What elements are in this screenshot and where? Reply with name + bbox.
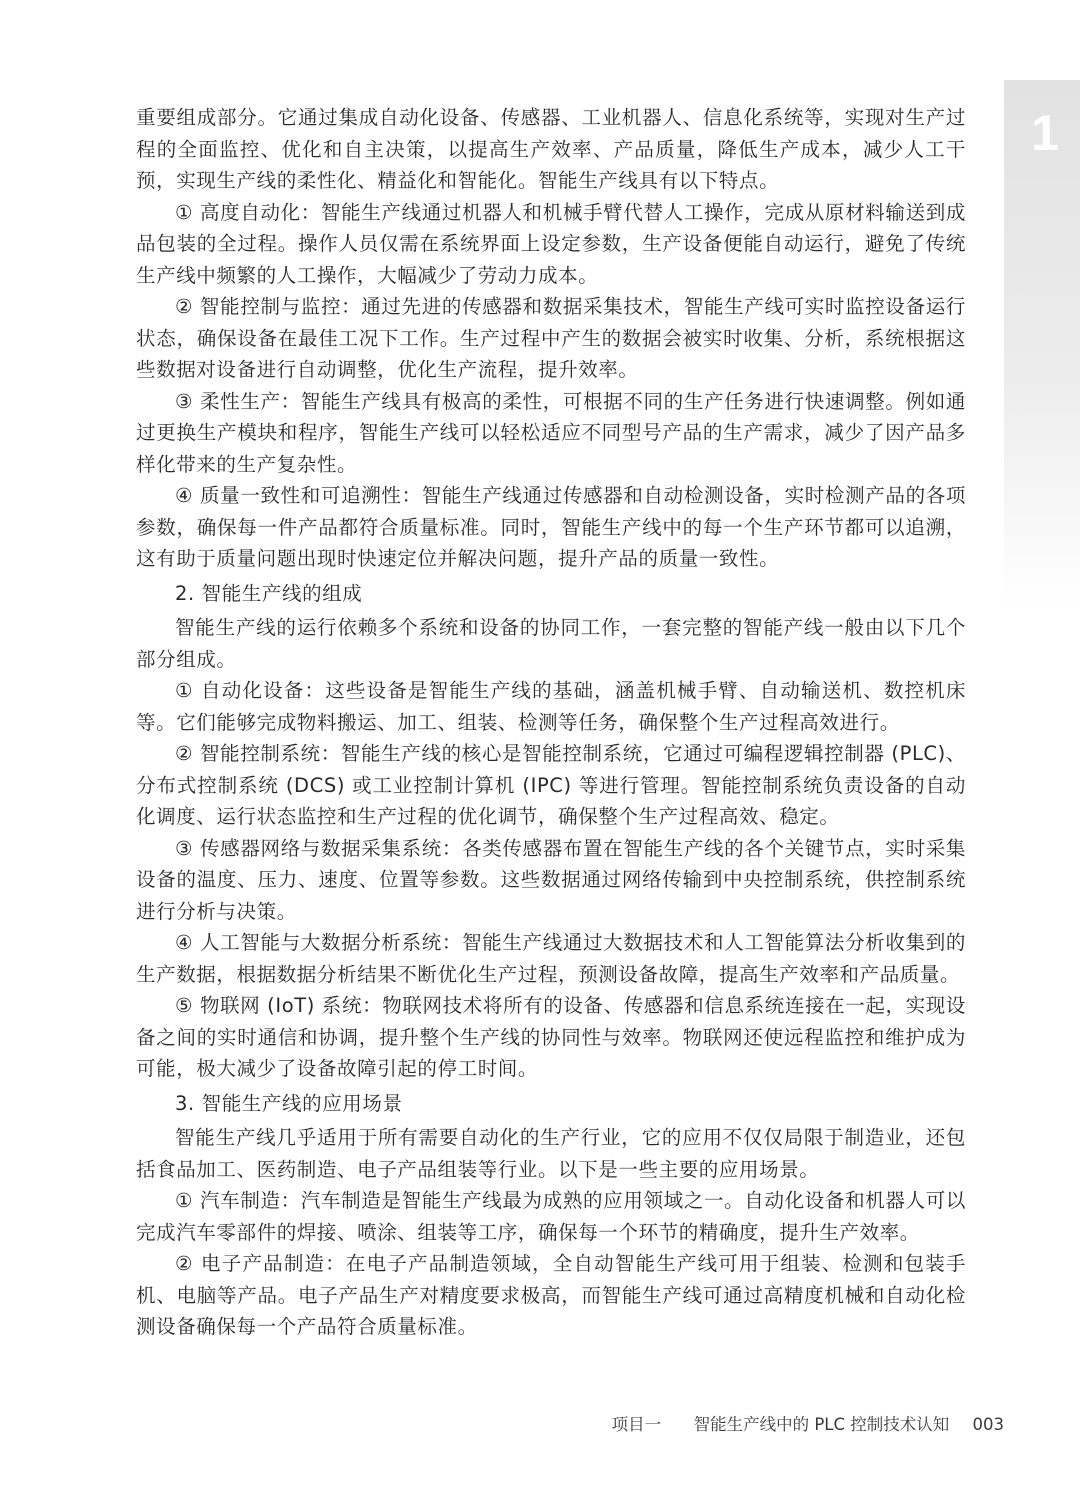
component-paragraph: ⑤ 物联网 (IoT) 系统：物联网技术将所有的设备、传感器和信息系统连接在一起，实现设备之间的实时通信和协调，提升整个生产线的协同性与效率。物联网还使远程监控和维护成为可能，极大减少了设备故障引起的停工时间。 [136, 994, 966, 1080]
component-paragraph: ② 智能控制系统：智能生产线的核心是智能控制系统，它通过可编程逻辑控制器 (PLC)、分布式控制系统 (DCS) 或工业控制计算机 (IPC) 等进行管理。智能控制系统负责设备的自动化调度、运行状态监控和生产过程的优化调节，确保整个生产过程高效、稳定。 [136, 742, 966, 828]
feature-paragraph: ④ 质量一致性和可追溯性：智能生产线通过传感器和自动检测设备，实时检测产品的各项参数，确保每一件产品都符合质量标准。同时，智能生产线中的每一个生产环节都可以追溯，这有助于质量问题出现时快速定位并解决问题，提升产品的质量一致性。 [136, 484, 966, 570]
feature-paragraph: ② 智能控制与监控：通过先进的传感器和数据采集技术，智能生产线可实时监控设备运行状态，确保设备在最佳工况下工作。生产过程中产生的数据会被实时收集、分析，系统根据这些数据对设备进行自动调整，优化生产流程，提升效率。 [136, 295, 966, 381]
footer-title: 智能生产线中的 PLC 控制技术认知 [693, 1415, 950, 1434]
section-intro: 智能生产线的运行依赖多个系统和设备的协同工作，一套完整的智能产线一般由以下几个部分组成。 [136, 616, 966, 671]
application-paragraph: ② 电子产品制造：在电子产品制造领域，全自动智能生产线可用于组装、检测和包装手机、电脑等产品。电子产品生产对精度要求极高，而智能生产线可通过高精度机械和自动化检测设备确保每一个产品符合质量标准。 [136, 1252, 966, 1338]
feature-paragraph: ① 高度自动化：智能生产线通过机器人和机械手臂代替人工操作，完成从原材料输送到成品包装的全过程。操作人员仅需在系统界面上设定参数，生产设备便能自动运行，避免了传统生产线中频繁的人工操作，大幅减少了劳动力成本。 [136, 200, 966, 287]
component-paragraph: ④ 人工智能与大数据分析系统：智能生产线通过大数据技术和人工智能算法分析收集到的生产数据，根据数据分析结果不断优化生产过程，预测设备故障，提高生产效率和产品质量。 [136, 931, 966, 986]
application-paragraph: ① 汽车制造：汽车制造是智能生产线最为成熟的应用领域之一。自动化设备和机器人可以完成汽车零部件的焊接、喷涂、组装等工序，确保每一个环节的精确度，提升生产效率。 [136, 1189, 966, 1244]
component-paragraph: ① 自动化设备：这些设备是智能生产线的基础，涵盖机械手臂、自动输送机、数控机床等。它们能够完成物料搬运、加工、组装、检测等任务，确保整个生产过程高效进行。 [136, 679, 966, 734]
section-intro: 智能生产线几乎适用于所有需要自动化的生产行业，它的应用不仅仅局限于制造业，还包括食品加工、医药制造、电子产品组装等行业。以下是一些主要的应用场景。 [136, 1126, 966, 1181]
section-heading: 3. 智能生产线的应用场景 [175, 1091, 403, 1115]
section-heading: 2. 智能生产线的组成 [175, 581, 363, 605]
intro-paragraph: 重要组成部分。它通过集成自动化设备、传感器、工业机器人、信息化系统等，实现对生产过程的全面监控、优化和自主决策，以提高生产效率、产品质量，降低生产成本，减少人工干预，实现生产线的柔性化、精益化和智能化。智能生产线具有以下特点。 [136, 106, 966, 192]
feature-paragraph: ③ 柔性生产：智能生产线具有极高的柔性，可根据不同的生产任务进行快速调整。例如通过更换生产模块和程序，智能生产线可以轻松适应不同型号产品的生产需求，减少了因产品多样化带来的生产复杂性。 [136, 389, 966, 476]
component-paragraph: ③ 传感器网络与数据采集系统：各类传感器布置在智能生产线的各个关键节点，实时采集设备的温度、压力、速度、位置等参数。这些数据通过网络传输到中央控制系统，供控制系统进行分析与决策。 [136, 836, 966, 923]
page-number: 003 [972, 1415, 1004, 1434]
page-footer [612, 1414, 1004, 1436]
chapter-number: 1 [1031, 105, 1059, 161]
footer-project-label: 项目一 [611, 1415, 662, 1434]
page-body [136, 102, 966, 1343]
